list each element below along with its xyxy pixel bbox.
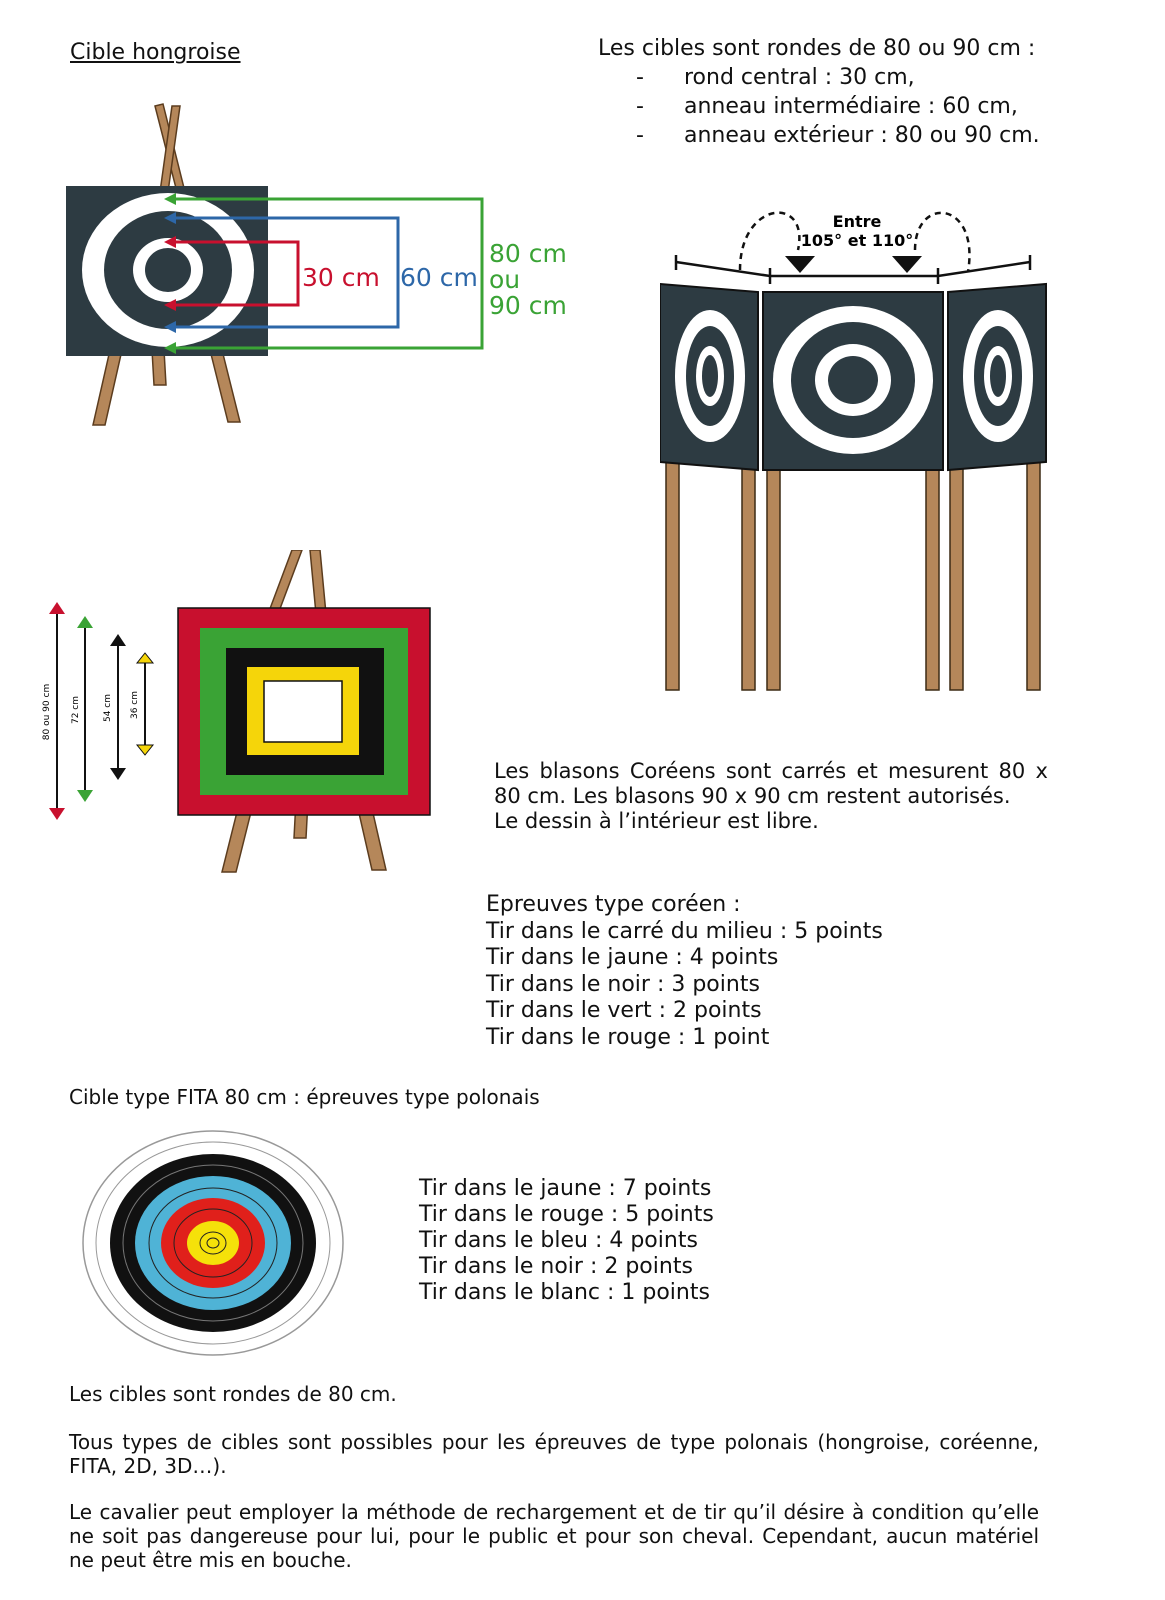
korean-desc-paragraph: Les blasons Coréens sont carrés et mesurent 80 x 80 cm. Les blasons 90 x 90 cm restent autorisés. <box>494 759 1048 808</box>
korean-description <box>494 759 1048 834</box>
angle-label-line1: Entre <box>832 212 882 231</box>
list-item: Tir dans le rouge : 5 points <box>419 1202 714 1227</box>
list-item: - rond central : 30 cm, <box>636 65 915 90</box>
list-item: - anneau extérieur : 80 ou 90 cm. <box>636 123 1040 148</box>
korean-center-square <box>264 681 342 742</box>
list-item: Tir dans le jaune : 4 points <box>486 945 779 970</box>
korean-scores-title: Epreuves type coréen : <box>486 892 741 917</box>
dim-label-90: 90 cm <box>489 291 567 320</box>
bottom-target-types: Tous types de cibles sont possibles pour les épreuves de type polonais (hongroise, coréenne, FITA, 2D, 3D…). <box>69 1430 1039 1478</box>
dim-label-30: 30 cm <box>302 263 380 292</box>
korean-dim-green: 72 cm <box>71 695 81 725</box>
angle-label-line2: 105° et 110° <box>800 231 914 250</box>
center-disc <box>145 248 191 292</box>
list-item: Tir dans le jaune : 7 points <box>419 1176 712 1201</box>
hungarian-target-illustration <box>60 100 590 440</box>
list-item: Tir dans le carré du milieu : 5 points <box>486 918 883 944</box>
dim-label-60: 60 cm <box>400 263 478 292</box>
bottom-reload-rules: Le cavalier peut employer la méthode de rechargement et de tir qu’il désire à condition qu’elle ne soit pas dangereuse pour lui, pour le public et pour son cheval. Cependant, aucun matériel ne peut être mis en bouche. <box>69 1500 1039 1572</box>
korean-dim-black: 54 cm <box>103 693 113 723</box>
list-item: Tir dans le vert : 2 points <box>486 998 762 1023</box>
list-item: Tir dans le blanc : 1 points <box>419 1280 710 1305</box>
fita-target-illustration <box>78 1130 348 1360</box>
list-item: Tir dans le rouge : 1 point <box>486 1024 770 1050</box>
hungarian-bullet-list <box>636 63 1040 150</box>
hungarian-intro: Les cibles sont rondes de 80 ou 90 cm : <box>598 36 1036 61</box>
list-item: Tir dans le noir : 3 points <box>486 971 760 997</box>
dim-label-or: ou <box>489 265 521 294</box>
fita-title: Cible type FITA 80 cm : épreuves type polonais <box>69 1085 540 1109</box>
list-item: Tir dans le bleu : 4 points <box>419 1228 698 1253</box>
three-panel-target-illustration <box>660 200 1080 710</box>
korean-target-illustration <box>30 550 450 890</box>
list-item: - anneau intermédiaire : 60 cm, <box>636 94 1018 119</box>
korean-scores <box>486 892 883 1051</box>
hungarian-title: Cible hongroise <box>70 40 241 65</box>
bottom-round-note: Les cibles sont rondes de 80 cm. <box>69 1382 397 1406</box>
fita-yellow-ring <box>187 1221 239 1265</box>
korean-dim-outer: 80 ou 90 cm <box>42 683 52 741</box>
korean-desc-free-design: Le dessin à l’intérieur est libre. <box>494 809 819 833</box>
korean-dim-yellow: 36 cm <box>130 690 140 720</box>
dim-label-80: 80 cm <box>489 239 567 268</box>
list-item: Tir dans le noir : 2 points <box>419 1254 693 1279</box>
polish-scores <box>419 1176 714 1306</box>
